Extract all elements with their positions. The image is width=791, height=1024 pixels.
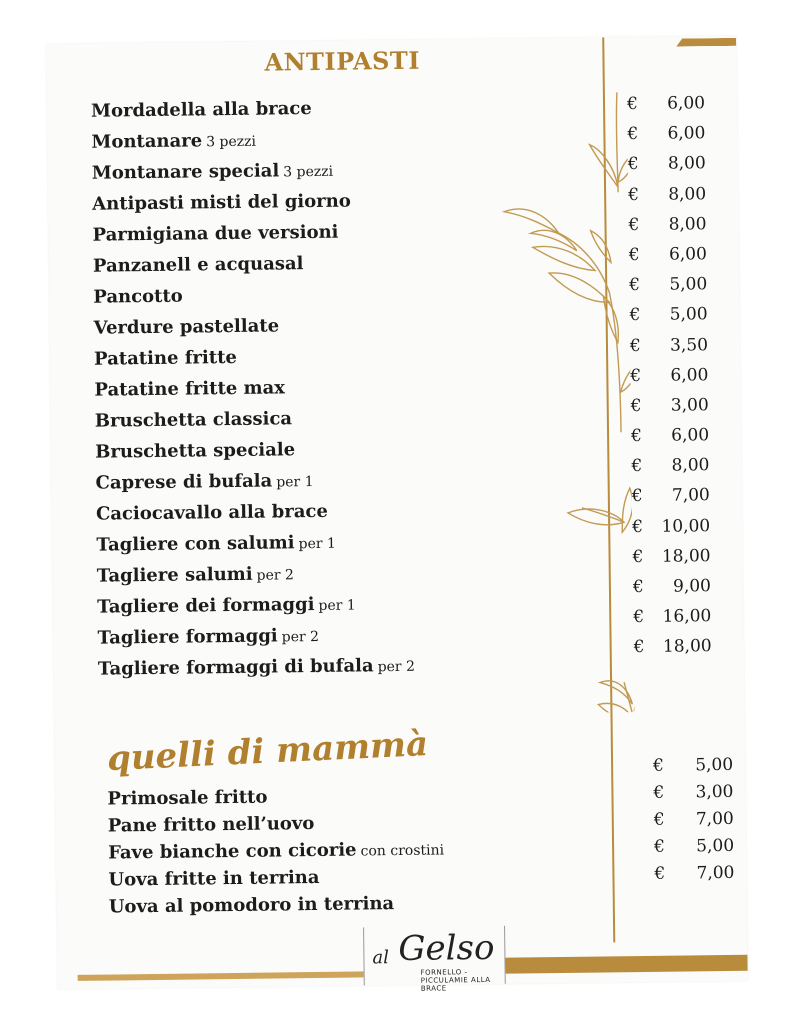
menu-item-price xyxy=(629,269,729,300)
menu-item-note: per 1 xyxy=(276,474,314,491)
menu-item-price xyxy=(627,88,727,119)
antipasti-list xyxy=(91,90,598,685)
price-value: 16,00 xyxy=(662,606,712,627)
menu-item xyxy=(109,887,609,920)
menu-item-name: Mordadella alla brace xyxy=(90,98,312,122)
price-value: 18,00 xyxy=(661,545,711,567)
menu-item-price xyxy=(631,450,731,481)
euro-sign: € xyxy=(629,305,641,326)
menu-item-name: Caciocavallo alla brace xyxy=(95,500,329,525)
logo-tagline: FORNELLO - PICCULAMIE ALLA BRACE xyxy=(420,968,491,993)
price-value: 7,00 xyxy=(695,808,734,830)
menu-item-name: Tagliere formaggi di bufala xyxy=(97,655,374,680)
euro-sign: € xyxy=(630,426,643,447)
menu-item-price xyxy=(628,148,728,179)
menu-item-note: per 2 xyxy=(281,628,320,646)
menu-item-name: Parmigiana due versioni xyxy=(92,221,339,246)
price-value: 7,00 xyxy=(671,485,710,507)
menu-item-name: Bruschetta speciale xyxy=(95,439,296,463)
price-value: 3,00 xyxy=(670,395,709,416)
menu-item-name: Antipasti misti del giorno xyxy=(92,190,351,215)
euro-sign: € xyxy=(632,516,644,537)
menu-item-name: Patatine fritte xyxy=(93,346,238,370)
euro-sign: € xyxy=(628,244,640,266)
price-value: 8,00 xyxy=(668,213,707,235)
menu-item-price xyxy=(653,752,743,780)
bottom-right-stripe xyxy=(492,955,747,974)
menu-item xyxy=(98,648,598,685)
price-value: 9,00 xyxy=(672,576,712,597)
menu-item-name: Bruschetta classica xyxy=(94,408,293,432)
price-value: 5,00 xyxy=(695,754,734,776)
menu-item-price xyxy=(627,118,727,149)
menu-item-price xyxy=(654,833,744,861)
menu-item-name: Verdure pastellate xyxy=(93,315,280,339)
menu-item-name: Tagliere formaggi xyxy=(97,625,278,649)
price-value: 5,00 xyxy=(669,274,708,295)
euro-sign: € xyxy=(632,576,644,598)
menu-item-name: Montanare xyxy=(91,130,203,153)
menu-item-name: Uova fritte in terrina xyxy=(108,866,320,891)
menu-item-note: per 1 xyxy=(298,535,336,553)
euro-sign: € xyxy=(630,395,642,417)
price-value: 3,50 xyxy=(669,334,709,356)
euro-sign: € xyxy=(630,365,642,386)
menu-page xyxy=(46,36,747,993)
price-value: 6,00 xyxy=(667,93,706,114)
price-value: 5,00 xyxy=(696,835,735,857)
price-value: 3,00 xyxy=(695,781,734,803)
price-value: 6,00 xyxy=(667,123,706,144)
menu-item-price xyxy=(629,299,729,330)
euro-sign: € xyxy=(628,184,640,205)
logo-prefix: al xyxy=(372,947,390,969)
menu-item-price xyxy=(654,860,744,888)
menu-item-note: per 1 xyxy=(318,597,356,614)
menu-item-price xyxy=(629,239,729,270)
euro-sign: € xyxy=(631,456,643,477)
euro-sign: € xyxy=(627,124,639,145)
euro-sign: € xyxy=(653,836,666,857)
menu-item-name: Patatine fritte max xyxy=(94,377,286,401)
menu-item-name: Fave bianche con cicorie xyxy=(108,839,357,864)
euro-sign: € xyxy=(627,154,639,175)
euro-sign: € xyxy=(629,335,641,356)
price-value: 8,00 xyxy=(667,153,706,175)
mamma-list xyxy=(107,779,609,920)
menu-item-name: Pancotto xyxy=(93,285,183,308)
menu-item-note: 3 pezzi xyxy=(206,133,257,151)
price-value: 6,00 xyxy=(671,425,710,446)
menu-item-price xyxy=(633,631,733,662)
euro-sign: € xyxy=(653,809,665,830)
mamma-prices xyxy=(653,752,745,888)
menu-item-price xyxy=(653,779,743,807)
menu-item-price xyxy=(631,420,731,451)
euro-sign: € xyxy=(633,607,645,628)
price-value: 10,00 xyxy=(661,515,711,537)
antipasti-prices xyxy=(627,88,734,663)
price-value: 8,00 xyxy=(668,183,707,205)
menu-item-price xyxy=(628,209,728,240)
euro-sign: € xyxy=(626,94,638,115)
menu-item-price xyxy=(630,360,730,391)
euro-sign: € xyxy=(631,486,643,507)
menu-item-name: Montanare special xyxy=(91,160,280,184)
menu-item-price xyxy=(632,511,732,542)
menu-item-name: Panzanell e acquasal xyxy=(92,253,304,277)
top-accent-stripe xyxy=(676,38,736,47)
bottom-left-stripe xyxy=(78,971,378,981)
price-value: 6,00 xyxy=(670,364,709,386)
euro-sign: € xyxy=(652,755,665,776)
euro-sign: € xyxy=(653,782,665,803)
menu-item-name: Primosale fritto xyxy=(107,786,268,810)
menu-item-name: Tagliere con salumi xyxy=(96,532,295,556)
section-title-mamma: quelli di mammà xyxy=(106,724,429,780)
euro-sign: € xyxy=(654,863,666,884)
menu-item-price xyxy=(628,178,728,209)
euro-sign: € xyxy=(628,214,640,235)
price-value: 6,00 xyxy=(668,244,707,265)
section-title-antipasti: ANTIPASTI xyxy=(264,45,421,77)
menu-item-price xyxy=(633,571,733,602)
menu-item-name: Tagliere salumi xyxy=(96,563,253,587)
menu-item-price xyxy=(631,390,731,421)
menu-item-price xyxy=(630,329,730,360)
menu-item-price xyxy=(632,541,732,572)
menu-item-name: Tagliere dei formaggi xyxy=(97,594,315,618)
menu-item-name: Pane fritto nell’uovo xyxy=(107,813,315,837)
menu-item-name: Uova al pomodoro in terrina xyxy=(108,893,395,918)
price-value: 5,00 xyxy=(669,304,708,325)
menu-item-price xyxy=(632,480,732,511)
menu-item-note: per 2 xyxy=(377,658,416,676)
euro-sign: € xyxy=(633,637,645,658)
menu-item-note: con crostini xyxy=(360,842,445,860)
price-value: 18,00 xyxy=(662,636,712,658)
price-value: 8,00 xyxy=(671,455,710,476)
menu-item-note: per 2 xyxy=(256,567,295,584)
euro-sign: € xyxy=(629,275,641,296)
menu-item-price xyxy=(654,806,744,834)
euro-sign: € xyxy=(632,546,644,567)
price-value: 7,00 xyxy=(696,862,735,884)
menu-item-price xyxy=(633,601,733,632)
restaurant-logo xyxy=(363,926,506,993)
menu-item-note: 3 pezzi xyxy=(283,163,334,181)
menu-item-name: Caprese di bufala xyxy=(95,470,273,494)
logo-name: Gelso xyxy=(398,927,495,970)
